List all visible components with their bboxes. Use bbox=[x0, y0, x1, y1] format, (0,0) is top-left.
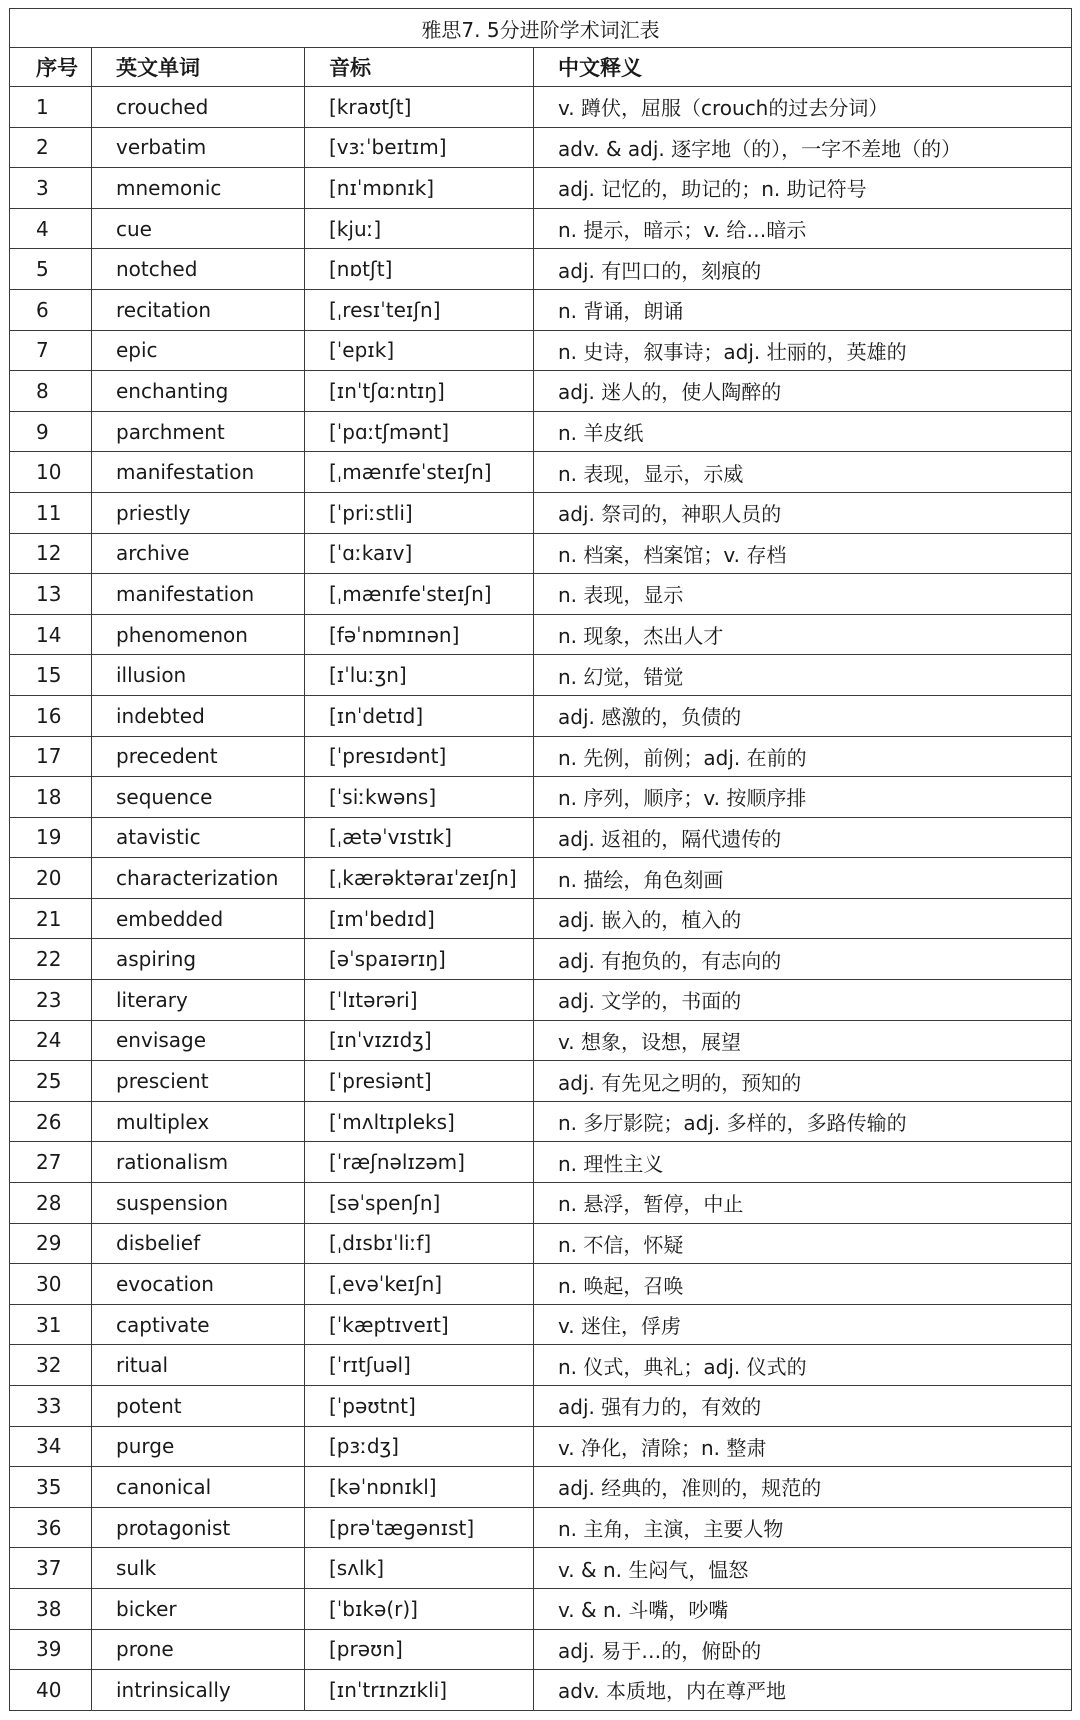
row-number: 13 bbox=[10, 574, 92, 615]
row-definition: n. 仪式，典礼；adj. 仪式的 bbox=[534, 1345, 1072, 1386]
table-row bbox=[10, 1183, 1072, 1224]
table-row bbox=[10, 1629, 1072, 1670]
table-row bbox=[10, 249, 1072, 290]
row-definition: n. 史诗，叙事诗；adj. 壮丽的，英雄的 bbox=[534, 330, 1072, 371]
table-row bbox=[10, 127, 1072, 168]
row-number: 21 bbox=[10, 898, 92, 939]
row-definition: n. 不信，怀疑 bbox=[534, 1223, 1072, 1264]
table-row bbox=[10, 492, 1072, 533]
row-number: 4 bbox=[10, 208, 92, 249]
row-word: multiplex bbox=[92, 1101, 305, 1142]
vocabulary-table bbox=[9, 8, 1072, 1711]
table-body bbox=[10, 87, 1072, 1711]
row-word: epic bbox=[92, 330, 305, 371]
row-definition: n. 先例，前例；adj. 在前的 bbox=[534, 736, 1072, 777]
table-row bbox=[10, 533, 1072, 574]
row-phonetic: [ˈpresɪdənt] bbox=[305, 736, 534, 777]
row-phonetic: [prəˈtæɡənɪst] bbox=[305, 1507, 534, 1548]
row-number: 8 bbox=[10, 371, 92, 412]
table-row bbox=[10, 87, 1072, 128]
row-definition: n. 表现，显示，示威 bbox=[534, 452, 1072, 493]
row-definition: v. 净化，清除；n. 整肃 bbox=[534, 1426, 1072, 1467]
row-phonetic: [ˈræʃnəlɪzəm] bbox=[305, 1142, 534, 1183]
row-definition: v. & n. 斗嘴，吵嘴 bbox=[534, 1588, 1072, 1629]
row-phonetic: [ˌætəˈvɪstɪk] bbox=[305, 817, 534, 858]
row-number: 39 bbox=[10, 1629, 92, 1670]
row-phonetic: [ˌevəˈkeɪʃn] bbox=[305, 1264, 534, 1305]
row-definition: adj. 文学的，书面的 bbox=[534, 980, 1072, 1021]
row-definition: n. 幻觉，错觉 bbox=[534, 655, 1072, 696]
row-number: 36 bbox=[10, 1507, 92, 1548]
row-phonetic: [ɪnˈdetɪd] bbox=[305, 695, 534, 736]
row-word: enchanting bbox=[92, 371, 305, 412]
row-number: 19 bbox=[10, 817, 92, 858]
row-definition: adj. 记忆的，助记的；n. 助记符号 bbox=[534, 168, 1072, 209]
row-definition: n. 理性主义 bbox=[534, 1142, 1072, 1183]
row-phonetic: [ɪnˈvɪzɪdʒ] bbox=[305, 1020, 534, 1061]
table-row bbox=[10, 289, 1072, 330]
table-row bbox=[10, 1142, 1072, 1183]
row-number: 12 bbox=[10, 533, 92, 574]
row-definition: n. 羊皮纸 bbox=[534, 411, 1072, 452]
table-row bbox=[10, 1304, 1072, 1345]
row-number: 5 bbox=[10, 249, 92, 290]
table-row bbox=[10, 939, 1072, 980]
table-row bbox=[10, 1020, 1072, 1061]
row-phonetic: [ˈsiːkwəns] bbox=[305, 777, 534, 818]
row-phonetic: [ˈɑːkaɪv] bbox=[305, 533, 534, 574]
row-phonetic: [pɜːdʒ] bbox=[305, 1426, 534, 1467]
row-number: 37 bbox=[10, 1548, 92, 1589]
row-definition: adj. 强有力的，有效的 bbox=[534, 1386, 1072, 1427]
table-row bbox=[10, 898, 1072, 939]
table-header-row bbox=[10, 48, 1072, 87]
row-number: 15 bbox=[10, 655, 92, 696]
row-word: embedded bbox=[92, 898, 305, 939]
row-number: 38 bbox=[10, 1588, 92, 1629]
row-definition: adj. 祭司的，神职人员的 bbox=[534, 492, 1072, 533]
row-word: evocation bbox=[92, 1264, 305, 1305]
row-phonetic: [ˌmænɪfeˈsteɪʃn] bbox=[305, 452, 534, 493]
row-phonetic: [ˈlɪtərəri] bbox=[305, 980, 534, 1021]
row-definition: n. 档案，档案馆；v. 存档 bbox=[534, 533, 1072, 574]
table-row bbox=[10, 1386, 1072, 1427]
table-row bbox=[10, 858, 1072, 899]
row-definition: v. 蹲伏，屈服（crouch的过去分词） bbox=[534, 87, 1072, 128]
column-header-number: 序号 bbox=[10, 48, 92, 87]
table-row bbox=[10, 1467, 1072, 1508]
row-definition: adv. & adj. 逐字地（的），一字不差地（的） bbox=[534, 127, 1072, 168]
row-number: 20 bbox=[10, 858, 92, 899]
row-number: 6 bbox=[10, 289, 92, 330]
row-phonetic: [nɪˈmɒnɪk] bbox=[305, 168, 534, 209]
row-word: characterization bbox=[92, 858, 305, 899]
row-number: 22 bbox=[10, 939, 92, 980]
table-row bbox=[10, 1670, 1072, 1711]
row-number: 25 bbox=[10, 1061, 92, 1102]
row-number: 7 bbox=[10, 330, 92, 371]
row-definition: n. 唤起，召唤 bbox=[534, 1264, 1072, 1305]
row-definition: n. 序列，顺序；v. 按顺序排 bbox=[534, 777, 1072, 818]
row-word: notched bbox=[92, 249, 305, 290]
row-definition: n. 描绘，角色刻画 bbox=[534, 858, 1072, 899]
row-number: 32 bbox=[10, 1345, 92, 1386]
row-number: 9 bbox=[10, 411, 92, 452]
row-phonetic: [ˌresɪˈteɪʃn] bbox=[305, 289, 534, 330]
row-word: prone bbox=[92, 1629, 305, 1670]
row-number: 28 bbox=[10, 1183, 92, 1224]
row-number: 35 bbox=[10, 1467, 92, 1508]
table-row bbox=[10, 817, 1072, 858]
row-definition: adj. 有先见之明的，预知的 bbox=[534, 1061, 1072, 1102]
table-row bbox=[10, 1588, 1072, 1629]
table-row bbox=[10, 1548, 1072, 1589]
row-definition: adj. 嵌入的，植入的 bbox=[534, 898, 1072, 939]
row-definition: adj. 经典的，准则的，规范的 bbox=[534, 1467, 1072, 1508]
row-phonetic: [sʌlk] bbox=[305, 1548, 534, 1589]
table-row bbox=[10, 574, 1072, 615]
table-row bbox=[10, 1101, 1072, 1142]
row-word: prescient bbox=[92, 1061, 305, 1102]
row-definition: adj. 有抱负的，有志向的 bbox=[534, 939, 1072, 980]
row-definition: adj. 易于…的，俯卧的 bbox=[534, 1629, 1072, 1670]
row-definition: adj. 返祖的，隔代遗传的 bbox=[534, 817, 1072, 858]
row-word: suspension bbox=[92, 1183, 305, 1224]
column-header-phonetic: 音标 bbox=[305, 48, 534, 87]
row-word: manifestation bbox=[92, 452, 305, 493]
row-word: canonical bbox=[92, 1467, 305, 1508]
row-definition: adj. 感激的，负债的 bbox=[534, 695, 1072, 736]
row-number: 16 bbox=[10, 695, 92, 736]
row-definition: v. 迷住，俘虏 bbox=[534, 1304, 1072, 1345]
row-phonetic: [ˈpəʊtnt] bbox=[305, 1386, 534, 1427]
table-row bbox=[10, 695, 1072, 736]
row-phonetic: [ˌkærəktəraɪˈzeɪʃn] bbox=[305, 858, 534, 899]
row-word: archive bbox=[92, 533, 305, 574]
row-phonetic: [ˌdɪsbɪˈliːf] bbox=[305, 1223, 534, 1264]
row-phonetic: [fəˈnɒmɪnən] bbox=[305, 614, 534, 655]
row-number: 14 bbox=[10, 614, 92, 655]
row-number: 2 bbox=[10, 127, 92, 168]
row-word: ritual bbox=[92, 1345, 305, 1386]
row-word: rationalism bbox=[92, 1142, 305, 1183]
row-word: envisage bbox=[92, 1020, 305, 1061]
table-row bbox=[10, 1061, 1072, 1102]
row-number: 24 bbox=[10, 1020, 92, 1061]
table-row bbox=[10, 655, 1072, 696]
row-definition: v. 想象，设想，展望 bbox=[534, 1020, 1072, 1061]
vocabulary-sheet bbox=[9, 8, 1071, 1711]
row-phonetic: [ˈpriːstli] bbox=[305, 492, 534, 533]
row-definition: n. 背诵，朗诵 bbox=[534, 289, 1072, 330]
row-number: 3 bbox=[10, 168, 92, 209]
row-word: purge bbox=[92, 1426, 305, 1467]
table-title: 雅思7. 5分进阶学术词汇表 bbox=[10, 9, 1072, 48]
row-phonetic: [ˈkæptɪveɪt] bbox=[305, 1304, 534, 1345]
row-phonetic: [ɪnˈtrɪnzɪkli] bbox=[305, 1670, 534, 1711]
table-row bbox=[10, 736, 1072, 777]
row-phonetic: [ɪnˈtʃɑːntɪŋ] bbox=[305, 371, 534, 412]
row-word: atavistic bbox=[92, 817, 305, 858]
row-word: mnemonic bbox=[92, 168, 305, 209]
row-number: 26 bbox=[10, 1101, 92, 1142]
row-phonetic: [əˈspaɪərɪŋ] bbox=[305, 939, 534, 980]
row-number: 1 bbox=[10, 87, 92, 128]
row-phonetic: [prəʊn] bbox=[305, 1629, 534, 1670]
table-row bbox=[10, 411, 1072, 452]
row-word: indebted bbox=[92, 695, 305, 736]
row-word: captivate bbox=[92, 1304, 305, 1345]
row-number: 31 bbox=[10, 1304, 92, 1345]
row-definition: n. 主角，主演，主要人物 bbox=[534, 1507, 1072, 1548]
row-number: 30 bbox=[10, 1264, 92, 1305]
row-phonetic: [kəˈnɒnɪkl] bbox=[305, 1467, 534, 1508]
row-word: disbelief bbox=[92, 1223, 305, 1264]
row-phonetic: [kjuː] bbox=[305, 208, 534, 249]
row-definition: adj. 有凹口的，刻痕的 bbox=[534, 249, 1072, 290]
table-row bbox=[10, 1264, 1072, 1305]
table-row bbox=[10, 1426, 1072, 1467]
row-word: illusion bbox=[92, 655, 305, 696]
row-definition: n. 提示，暗示；v. 给…暗示 bbox=[534, 208, 1072, 249]
table-row bbox=[10, 452, 1072, 493]
table-row bbox=[10, 980, 1072, 1021]
row-word: intrinsically bbox=[92, 1670, 305, 1711]
row-phonetic: [ɪˈluːʒn] bbox=[305, 655, 534, 696]
table-row bbox=[10, 168, 1072, 209]
row-phonetic: [kraʊtʃt] bbox=[305, 87, 534, 128]
row-number: 10 bbox=[10, 452, 92, 493]
row-word: cue bbox=[92, 208, 305, 249]
row-number: 40 bbox=[10, 1670, 92, 1711]
row-definition: n. 表现，显示 bbox=[534, 574, 1072, 615]
table-row bbox=[10, 777, 1072, 818]
row-definition: adv. 本质地，内在尊严地 bbox=[534, 1670, 1072, 1711]
row-phonetic: [ˈmʌltɪpleks] bbox=[305, 1101, 534, 1142]
table-row bbox=[10, 330, 1072, 371]
row-phonetic: [nɒtʃt] bbox=[305, 249, 534, 290]
row-word: sulk bbox=[92, 1548, 305, 1589]
row-definition: n. 多厅影院；adj. 多样的，多路传输的 bbox=[534, 1101, 1072, 1142]
row-definition: v. & n. 生闷气，愠怒 bbox=[534, 1548, 1072, 1589]
row-word: protagonist bbox=[92, 1507, 305, 1548]
row-word: bicker bbox=[92, 1588, 305, 1629]
row-phonetic: [ɪmˈbedɪd] bbox=[305, 898, 534, 939]
table-row bbox=[10, 371, 1072, 412]
row-number: 34 bbox=[10, 1426, 92, 1467]
row-word: recitation bbox=[92, 289, 305, 330]
row-phonetic: [ˈrɪtʃuəl] bbox=[305, 1345, 534, 1386]
row-number: 23 bbox=[10, 980, 92, 1021]
row-definition: n. 悬浮，暂停，中止 bbox=[534, 1183, 1072, 1224]
row-number: 11 bbox=[10, 492, 92, 533]
row-phonetic: [vɜːˈbeɪtɪm] bbox=[305, 127, 534, 168]
row-phonetic: [ˈbɪkə(r)] bbox=[305, 1588, 534, 1629]
row-number: 27 bbox=[10, 1142, 92, 1183]
row-definition: adj. 迷人的，使人陶醉的 bbox=[534, 371, 1072, 412]
row-word: aspiring bbox=[92, 939, 305, 980]
column-header-word: 英文单词 bbox=[92, 48, 305, 87]
table-row bbox=[10, 1345, 1072, 1386]
row-number: 29 bbox=[10, 1223, 92, 1264]
column-header-definition: 中文释义 bbox=[534, 48, 1072, 87]
table-row bbox=[10, 1507, 1072, 1548]
row-word: priestly bbox=[92, 492, 305, 533]
row-word: potent bbox=[92, 1386, 305, 1427]
row-phonetic: [ˈpɑːtʃmənt] bbox=[305, 411, 534, 452]
row-word: literary bbox=[92, 980, 305, 1021]
table-row bbox=[10, 208, 1072, 249]
row-word: parchment bbox=[92, 411, 305, 452]
row-phonetic: [ˌmænɪfeˈsteɪʃn] bbox=[305, 574, 534, 615]
row-word: sequence bbox=[92, 777, 305, 818]
row-word: phenomenon bbox=[92, 614, 305, 655]
table-row bbox=[10, 1223, 1072, 1264]
row-phonetic: [səˈspenʃn] bbox=[305, 1183, 534, 1224]
row-word: precedent bbox=[92, 736, 305, 777]
row-word: crouched bbox=[92, 87, 305, 128]
row-word: manifestation bbox=[92, 574, 305, 615]
row-number: 17 bbox=[10, 736, 92, 777]
table-row bbox=[10, 614, 1072, 655]
row-word: verbatim bbox=[92, 127, 305, 168]
row-phonetic: [ˈepɪk] bbox=[305, 330, 534, 371]
row-phonetic: [ˈpresiənt] bbox=[305, 1061, 534, 1102]
table-title-row bbox=[10, 9, 1072, 48]
row-number: 33 bbox=[10, 1386, 92, 1427]
row-number: 18 bbox=[10, 777, 92, 818]
row-definition: n. 现象，杰出人才 bbox=[534, 614, 1072, 655]
